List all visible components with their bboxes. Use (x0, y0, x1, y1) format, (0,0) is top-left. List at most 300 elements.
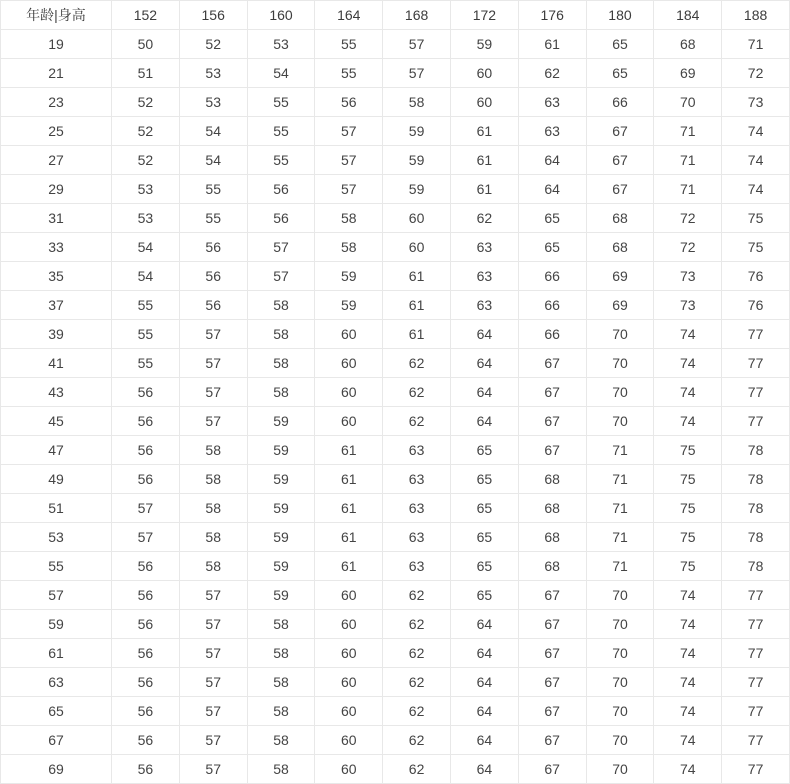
table-row (1, 697, 790, 726)
age-cell: 21 (1, 59, 112, 88)
age-cell: 63 (1, 668, 112, 697)
value-cell: 62 (383, 610, 451, 639)
value-cell: 78 (722, 494, 790, 523)
value-cell: 60 (383, 233, 451, 262)
value-cell: 59 (247, 436, 315, 465)
age-cell: 49 (1, 465, 112, 494)
column-header-cell: 180 (586, 1, 654, 30)
value-cell: 56 (112, 726, 180, 755)
value-cell: 74 (654, 755, 722, 784)
age-cell: 61 (1, 639, 112, 668)
column-header-cell: 176 (518, 1, 586, 30)
value-cell: 67 (586, 175, 654, 204)
value-cell: 60 (315, 697, 383, 726)
value-cell: 72 (654, 233, 722, 262)
table-head (1, 1, 790, 30)
table-row (1, 262, 790, 291)
value-cell: 55 (247, 146, 315, 175)
value-cell: 61 (315, 552, 383, 581)
value-cell: 53 (112, 204, 180, 233)
value-cell: 77 (722, 581, 790, 610)
value-cell: 58 (179, 465, 247, 494)
value-cell: 78 (722, 523, 790, 552)
value-cell: 62 (383, 726, 451, 755)
value-cell: 75 (722, 233, 790, 262)
value-cell: 59 (383, 117, 451, 146)
value-cell: 58 (179, 523, 247, 552)
age-cell: 33 (1, 233, 112, 262)
value-cell: 58 (247, 378, 315, 407)
value-cell: 56 (247, 175, 315, 204)
value-cell: 70 (586, 349, 654, 378)
value-cell: 52 (112, 146, 180, 175)
value-cell: 70 (586, 320, 654, 349)
value-cell: 57 (179, 668, 247, 697)
value-cell: 62 (450, 204, 518, 233)
value-cell: 65 (586, 30, 654, 59)
value-cell: 59 (315, 262, 383, 291)
value-cell: 70 (586, 581, 654, 610)
column-header-cell: 172 (450, 1, 518, 30)
value-cell: 73 (654, 291, 722, 320)
value-cell: 60 (315, 349, 383, 378)
value-cell: 63 (383, 523, 451, 552)
value-cell: 64 (450, 407, 518, 436)
value-cell: 58 (247, 726, 315, 755)
value-cell: 58 (179, 552, 247, 581)
column-header-cell: 160 (247, 1, 315, 30)
value-cell: 68 (518, 494, 586, 523)
column-header-cell: 168 (383, 1, 451, 30)
column-header-cell: 184 (654, 1, 722, 30)
value-cell: 61 (450, 175, 518, 204)
value-cell: 70 (586, 610, 654, 639)
value-cell: 69 (586, 262, 654, 291)
value-cell: 74 (654, 349, 722, 378)
value-cell: 59 (383, 146, 451, 175)
value-cell: 57 (179, 755, 247, 784)
value-cell: 56 (112, 581, 180, 610)
value-cell: 56 (179, 233, 247, 262)
column-header-cell: 188 (722, 1, 790, 30)
value-cell: 60 (315, 726, 383, 755)
value-cell: 54 (247, 59, 315, 88)
value-cell: 74 (654, 726, 722, 755)
value-cell: 61 (315, 436, 383, 465)
value-cell: 69 (586, 291, 654, 320)
value-cell: 71 (654, 175, 722, 204)
value-cell: 59 (247, 465, 315, 494)
value-cell: 58 (247, 668, 315, 697)
value-cell: 61 (450, 117, 518, 146)
value-cell: 70 (586, 407, 654, 436)
value-cell: 55 (247, 88, 315, 117)
age-cell: 53 (1, 523, 112, 552)
value-cell: 69 (654, 59, 722, 88)
value-cell: 70 (586, 697, 654, 726)
value-cell: 75 (654, 523, 722, 552)
value-cell: 56 (112, 465, 180, 494)
table-row (1, 610, 790, 639)
value-cell: 57 (247, 233, 315, 262)
value-cell: 67 (518, 697, 586, 726)
value-cell: 56 (112, 407, 180, 436)
value-cell: 74 (654, 320, 722, 349)
value-cell: 61 (315, 465, 383, 494)
value-cell: 74 (654, 639, 722, 668)
value-cell: 56 (112, 552, 180, 581)
value-cell: 61 (383, 291, 451, 320)
value-cell: 58 (247, 349, 315, 378)
value-cell: 71 (722, 30, 790, 59)
value-cell: 77 (722, 639, 790, 668)
value-cell: 68 (518, 552, 586, 581)
value-cell: 75 (654, 465, 722, 494)
value-cell: 75 (654, 552, 722, 581)
value-cell: 64 (518, 146, 586, 175)
value-cell: 67 (518, 349, 586, 378)
value-cell: 60 (315, 639, 383, 668)
value-cell: 58 (247, 320, 315, 349)
value-cell: 59 (247, 407, 315, 436)
value-cell: 65 (450, 581, 518, 610)
value-cell: 75 (654, 494, 722, 523)
value-cell: 55 (112, 320, 180, 349)
value-cell: 57 (179, 697, 247, 726)
value-cell: 62 (383, 755, 451, 784)
age-cell: 57 (1, 581, 112, 610)
value-cell: 55 (179, 204, 247, 233)
value-cell: 59 (247, 523, 315, 552)
value-cell: 58 (247, 697, 315, 726)
value-cell: 55 (112, 291, 180, 320)
value-cell: 53 (247, 30, 315, 59)
value-cell: 59 (450, 30, 518, 59)
value-cell: 60 (315, 581, 383, 610)
value-cell: 58 (247, 755, 315, 784)
value-cell: 56 (112, 610, 180, 639)
value-cell: 71 (586, 465, 654, 494)
value-cell: 70 (586, 378, 654, 407)
value-cell: 53 (179, 59, 247, 88)
table-row (1, 523, 790, 552)
value-cell: 67 (518, 378, 586, 407)
age-cell: 45 (1, 407, 112, 436)
table-row (1, 755, 790, 784)
value-cell: 64 (518, 175, 586, 204)
table-row (1, 581, 790, 610)
age-cell: 27 (1, 146, 112, 175)
value-cell: 58 (179, 436, 247, 465)
value-cell: 71 (586, 552, 654, 581)
value-cell: 56 (112, 668, 180, 697)
value-cell: 68 (586, 233, 654, 262)
table-row (1, 436, 790, 465)
value-cell: 56 (112, 436, 180, 465)
value-cell: 58 (247, 291, 315, 320)
value-cell: 70 (586, 668, 654, 697)
value-cell: 63 (383, 465, 451, 494)
value-cell: 54 (112, 262, 180, 291)
value-cell: 67 (518, 755, 586, 784)
value-cell: 61 (315, 494, 383, 523)
value-cell: 74 (654, 407, 722, 436)
age-cell: 47 (1, 436, 112, 465)
value-cell: 61 (383, 262, 451, 291)
value-cell: 68 (518, 523, 586, 552)
value-cell: 74 (654, 668, 722, 697)
column-header-cell: 164 (315, 1, 383, 30)
value-cell: 66 (518, 262, 586, 291)
table-row (1, 407, 790, 436)
value-cell: 70 (586, 755, 654, 784)
value-cell: 58 (383, 88, 451, 117)
value-cell: 67 (518, 407, 586, 436)
value-cell: 66 (518, 291, 586, 320)
value-cell: 65 (518, 233, 586, 262)
table-row (1, 378, 790, 407)
table-row (1, 59, 790, 88)
value-cell: 75 (654, 436, 722, 465)
value-cell: 61 (518, 30, 586, 59)
value-cell: 66 (586, 88, 654, 117)
value-cell: 51 (112, 59, 180, 88)
value-cell: 72 (722, 59, 790, 88)
value-cell: 68 (654, 30, 722, 59)
table-row (1, 204, 790, 233)
value-cell: 54 (179, 146, 247, 175)
value-cell: 62 (383, 639, 451, 668)
value-cell: 57 (179, 407, 247, 436)
value-cell: 60 (450, 59, 518, 88)
value-cell: 63 (383, 436, 451, 465)
value-cell: 57 (179, 610, 247, 639)
value-cell: 65 (450, 494, 518, 523)
value-cell: 78 (722, 465, 790, 494)
age-cell: 41 (1, 349, 112, 378)
age-cell: 69 (1, 755, 112, 784)
value-cell: 57 (179, 639, 247, 668)
value-cell: 78 (722, 436, 790, 465)
value-cell: 54 (112, 233, 180, 262)
age-cell: 55 (1, 552, 112, 581)
value-cell: 59 (383, 175, 451, 204)
value-cell: 67 (518, 726, 586, 755)
value-cell: 77 (722, 610, 790, 639)
value-cell: 63 (383, 494, 451, 523)
value-cell: 62 (383, 697, 451, 726)
table-row (1, 668, 790, 697)
value-cell: 57 (112, 523, 180, 552)
value-cell: 62 (518, 59, 586, 88)
table-row (1, 291, 790, 320)
value-cell: 58 (179, 494, 247, 523)
value-cell: 58 (315, 204, 383, 233)
value-cell: 55 (315, 59, 383, 88)
value-cell: 60 (315, 407, 383, 436)
age-cell: 67 (1, 726, 112, 755)
value-cell: 61 (315, 523, 383, 552)
value-cell: 50 (112, 30, 180, 59)
value-cell: 57 (179, 726, 247, 755)
value-cell: 56 (112, 755, 180, 784)
value-cell: 53 (112, 175, 180, 204)
value-cell: 72 (654, 204, 722, 233)
value-cell: 63 (518, 88, 586, 117)
value-cell: 64 (450, 610, 518, 639)
value-cell: 60 (315, 320, 383, 349)
value-cell: 58 (247, 639, 315, 668)
age-cell: 35 (1, 262, 112, 291)
table-row (1, 30, 790, 59)
value-cell: 71 (586, 494, 654, 523)
value-cell: 52 (112, 117, 180, 146)
value-cell: 56 (112, 639, 180, 668)
table-row (1, 639, 790, 668)
value-cell: 56 (112, 697, 180, 726)
value-cell: 52 (112, 88, 180, 117)
value-cell: 55 (112, 349, 180, 378)
value-cell: 56 (179, 291, 247, 320)
value-cell: 57 (383, 30, 451, 59)
value-cell: 77 (722, 697, 790, 726)
value-cell: 71 (586, 436, 654, 465)
value-cell: 70 (586, 726, 654, 755)
table-body (1, 30, 790, 784)
value-cell: 67 (586, 117, 654, 146)
value-cell: 74 (722, 117, 790, 146)
value-cell: 65 (518, 204, 586, 233)
age-cell: 25 (1, 117, 112, 146)
value-cell: 67 (518, 639, 586, 668)
column-header-cell: 156 (179, 1, 247, 30)
value-cell: 74 (654, 378, 722, 407)
value-cell: 67 (518, 581, 586, 610)
value-cell: 67 (586, 146, 654, 175)
value-cell: 57 (315, 146, 383, 175)
value-cell: 64 (450, 349, 518, 378)
value-cell: 70 (586, 639, 654, 668)
value-cell: 64 (450, 378, 518, 407)
value-cell: 66 (518, 320, 586, 349)
value-cell: 63 (383, 552, 451, 581)
table-row (1, 726, 790, 755)
value-cell: 65 (450, 436, 518, 465)
value-cell: 68 (518, 465, 586, 494)
value-cell: 77 (722, 349, 790, 378)
value-cell: 59 (247, 494, 315, 523)
value-cell: 77 (722, 378, 790, 407)
value-cell: 64 (450, 668, 518, 697)
age-cell: 23 (1, 88, 112, 117)
value-cell: 64 (450, 639, 518, 668)
table-row (1, 465, 790, 494)
value-cell: 67 (518, 610, 586, 639)
value-cell: 65 (450, 523, 518, 552)
value-cell: 57 (179, 349, 247, 378)
value-cell: 64 (450, 755, 518, 784)
value-cell: 57 (315, 117, 383, 146)
value-cell: 65 (586, 59, 654, 88)
value-cell: 54 (179, 117, 247, 146)
value-cell: 73 (654, 262, 722, 291)
value-cell: 64 (450, 726, 518, 755)
value-cell: 64 (450, 320, 518, 349)
age-cell: 65 (1, 697, 112, 726)
value-cell: 62 (383, 378, 451, 407)
value-cell: 74 (654, 610, 722, 639)
value-cell: 55 (179, 175, 247, 204)
value-cell: 61 (383, 320, 451, 349)
value-cell: 58 (315, 233, 383, 262)
value-cell: 63 (450, 233, 518, 262)
value-cell: 57 (179, 378, 247, 407)
value-cell: 74 (722, 175, 790, 204)
header-row (1, 1, 790, 30)
age-cell: 37 (1, 291, 112, 320)
value-cell: 62 (383, 581, 451, 610)
value-cell: 70 (654, 88, 722, 117)
value-cell: 57 (179, 320, 247, 349)
age-cell: 31 (1, 204, 112, 233)
value-cell: 71 (586, 523, 654, 552)
value-cell: 67 (518, 436, 586, 465)
value-cell: 53 (179, 88, 247, 117)
value-cell: 77 (722, 726, 790, 755)
value-cell: 62 (383, 407, 451, 436)
age-cell: 43 (1, 378, 112, 407)
value-cell: 76 (722, 291, 790, 320)
value-cell: 63 (450, 291, 518, 320)
table-row (1, 320, 790, 349)
value-cell: 58 (247, 610, 315, 639)
value-cell: 61 (450, 146, 518, 175)
value-cell: 78 (722, 552, 790, 581)
value-cell: 76 (722, 262, 790, 291)
table-row (1, 117, 790, 146)
value-cell: 55 (247, 117, 315, 146)
value-cell: 59 (315, 291, 383, 320)
age-cell: 39 (1, 320, 112, 349)
value-cell: 52 (179, 30, 247, 59)
value-cell: 71 (654, 146, 722, 175)
value-cell: 77 (722, 407, 790, 436)
table-row (1, 146, 790, 175)
age-cell: 59 (1, 610, 112, 639)
value-cell: 60 (315, 610, 383, 639)
corner-header-cell: 年龄|身高 (1, 1, 112, 30)
value-cell: 57 (112, 494, 180, 523)
value-cell: 77 (722, 668, 790, 697)
table-row (1, 552, 790, 581)
age-cell: 29 (1, 175, 112, 204)
value-cell: 63 (518, 117, 586, 146)
value-cell: 60 (383, 204, 451, 233)
value-cell: 56 (112, 378, 180, 407)
value-cell: 73 (722, 88, 790, 117)
value-cell: 59 (247, 581, 315, 610)
value-cell: 60 (450, 88, 518, 117)
value-cell: 57 (179, 581, 247, 610)
value-cell: 60 (315, 668, 383, 697)
value-cell: 55 (315, 30, 383, 59)
table-row (1, 88, 790, 117)
value-cell: 65 (450, 552, 518, 581)
value-cell: 68 (586, 204, 654, 233)
table-row (1, 349, 790, 378)
value-cell: 56 (315, 88, 383, 117)
table-row (1, 175, 790, 204)
